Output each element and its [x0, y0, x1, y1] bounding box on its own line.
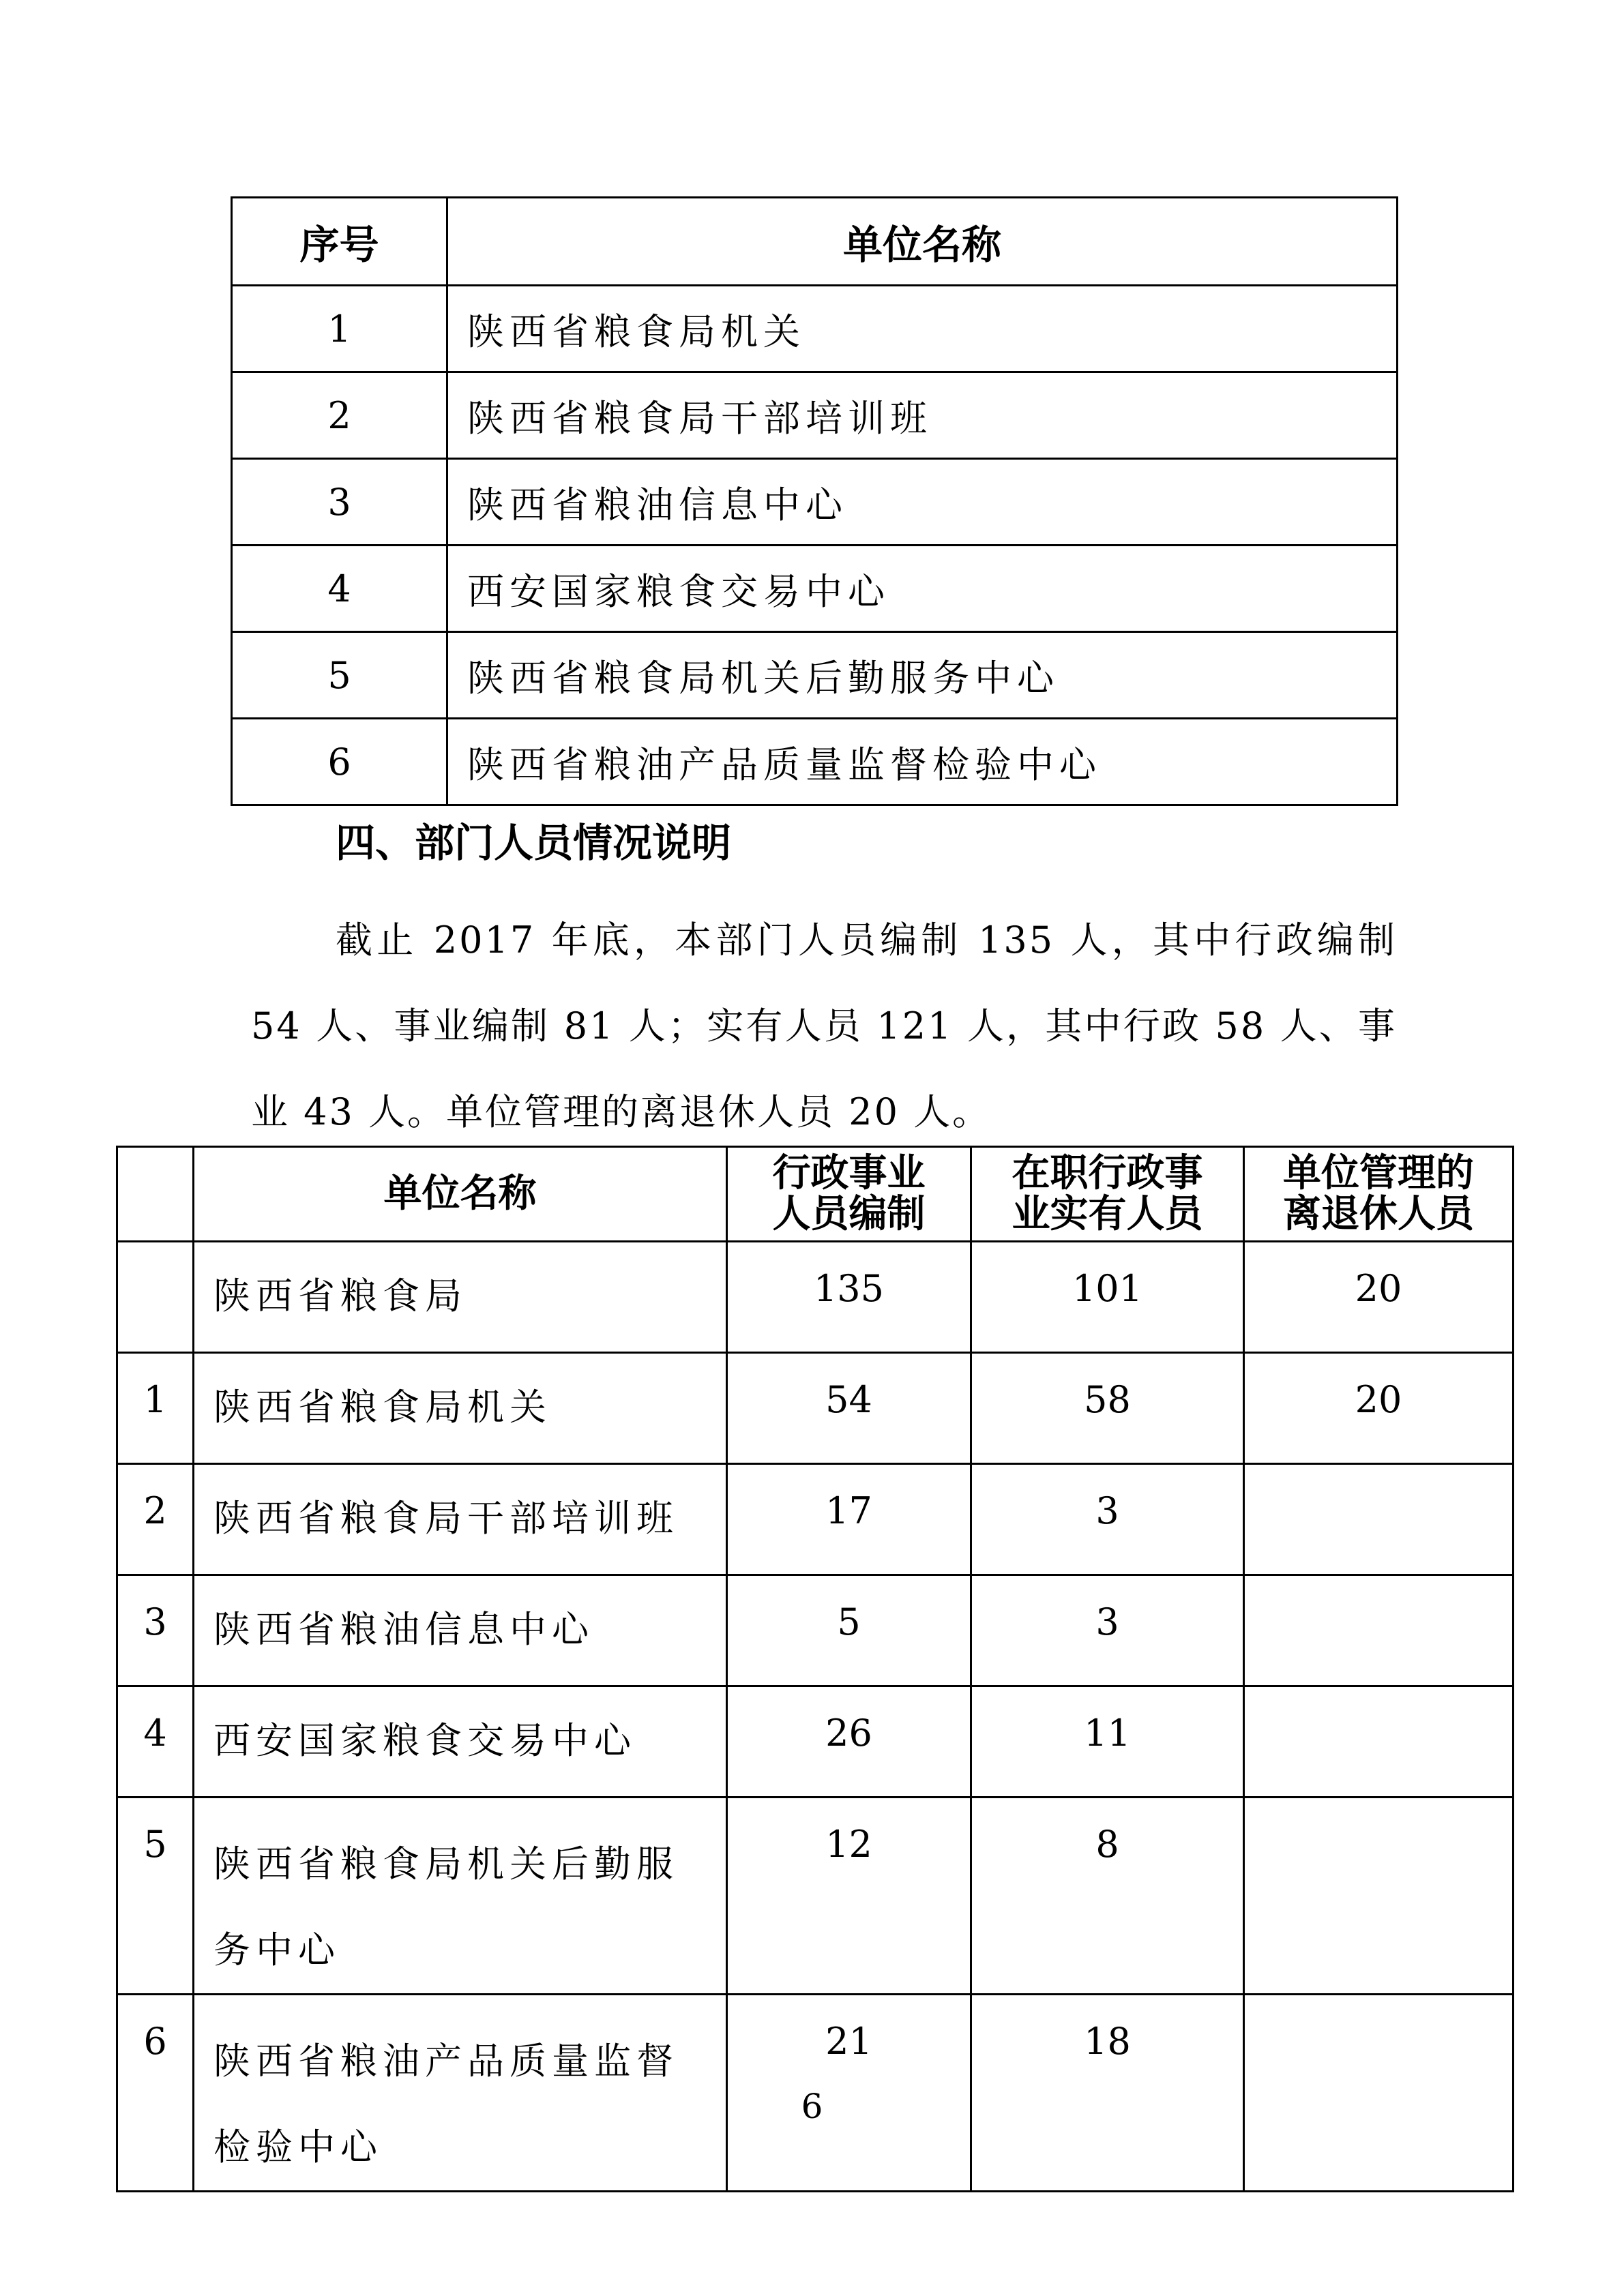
header-retired-line2: 离退休人员: [1283, 1192, 1474, 1236]
table-row: [232, 632, 1398, 719]
row-retired: [1244, 1575, 1514, 1686]
page-number: 6: [801, 2087, 823, 2126]
row-active: 8: [971, 1798, 1244, 1995]
row-retired: 20: [1244, 1353, 1514, 1464]
table-header-row: [232, 198, 1398, 286]
row-unit-name: 陕西省粮油产品质量监督检验中心: [447, 719, 1398, 805]
row-active: 101: [971, 1242, 1244, 1353]
table-row: [232, 286, 1398, 372]
header-active-line2: 业实有人员: [1012, 1192, 1203, 1236]
table-row: [232, 719, 1398, 805]
header-quota: [727, 1147, 971, 1242]
staffing-paragraph: 截止 2017 年底，本部门人员编制 135 人，其中行政编制 54 人、事业编制 81 人；实有人员 121 人，其中行政 58 人、事业 43 人。单位管理的离退休人员 20 人。: [251, 919, 1397, 1133]
row-quota: 135: [727, 1242, 971, 1353]
row-seq: 2: [117, 1464, 194, 1575]
row-seq: 6: [117, 1995, 194, 2192]
table-row: [232, 459, 1398, 546]
header-retired-staff: [1244, 1147, 1514, 1242]
header-seq: 序号: [232, 198, 447, 286]
row-seq: 1: [232, 286, 447, 372]
row-seq: 3: [117, 1575, 194, 1686]
header-active-line1: 在职行政事: [1012, 1151, 1203, 1195]
table-row: [117, 1464, 1514, 1575]
row-seq: 2: [232, 372, 447, 459]
table-header-row: [117, 1147, 1514, 1242]
row-quota: 5: [727, 1575, 971, 1686]
table-row: [117, 1575, 1514, 1686]
row-seq: [117, 1242, 194, 1353]
row-retired: 20: [1244, 1242, 1514, 1353]
unit-list-table: [231, 196, 1398, 806]
header-retired-line1: 单位管理的: [1283, 1151, 1474, 1195]
row-retired: [1244, 1798, 1514, 1995]
row-unit-name: 陕西省粮食局干部培训班: [194, 1464, 727, 1575]
table-row: [232, 546, 1398, 632]
row-active: 3: [971, 1575, 1244, 1686]
row-seq: 4: [232, 546, 447, 632]
row-quota: 12: [727, 1798, 971, 1995]
row-unit-name: 陕西省粮食局: [194, 1242, 727, 1353]
staffing-table: [116, 1146, 1514, 2192]
row-active: 18: [971, 1995, 1244, 2192]
header-seq: [117, 1147, 194, 1242]
row-quota: 26: [727, 1686, 971, 1798]
row-unit-name: 陕西省粮食局机关: [447, 286, 1398, 372]
table-row: [117, 1242, 1514, 1353]
table-row: [117, 1353, 1514, 1464]
row-unit-name: 陕西省粮食局干部培训班: [447, 372, 1398, 459]
row-retired: [1244, 1464, 1514, 1575]
row-seq: 5: [232, 632, 447, 719]
header-unit-name: 单位名称: [447, 198, 1398, 286]
row-unit-name: 陕西省粮食局机关后勤服务中心: [194, 1798, 727, 1995]
header-active-staff: [971, 1147, 1244, 1242]
row-unit-name: 西安国家粮食交易中心: [194, 1686, 727, 1798]
table-row: [117, 1686, 1514, 1798]
row-unit-name: 陕西省粮油信息中心: [194, 1575, 727, 1686]
section-heading: 四、部门人员情况说明: [336, 820, 732, 866]
table-row: [232, 372, 1398, 459]
header-quota-line1: 行政事业: [772, 1151, 926, 1195]
header-quota-line2: 人员编制: [772, 1192, 926, 1236]
row-quota: 21: [727, 1995, 971, 2192]
row-seq: 1: [117, 1353, 194, 1464]
row-active: 58: [971, 1353, 1244, 1464]
row-quota: 54: [727, 1353, 971, 1464]
row-unit-name: 陕西省粮油产品质量监督检验中心: [194, 1995, 727, 2192]
row-retired: [1244, 1686, 1514, 1798]
row-unit-name: 陕西省粮食局机关: [194, 1353, 727, 1464]
row-seq: 6: [232, 719, 447, 805]
row-active: 11: [971, 1686, 1244, 1798]
row-quota: 17: [727, 1464, 971, 1575]
row-unit-name: 西安国家粮食交易中心: [447, 546, 1398, 632]
row-unit-name: 陕西省粮油信息中心: [447, 459, 1398, 546]
row-seq: 3: [232, 459, 447, 546]
row-active: 3: [971, 1464, 1244, 1575]
row-seq: 5: [117, 1798, 194, 1995]
header-unit-name: 单位名称: [194, 1147, 727, 1242]
row-unit-name: 陕西省粮食局机关后勤服务中心: [447, 632, 1398, 719]
table-row: [117, 1798, 1514, 1995]
row-seq: 4: [117, 1686, 194, 1798]
